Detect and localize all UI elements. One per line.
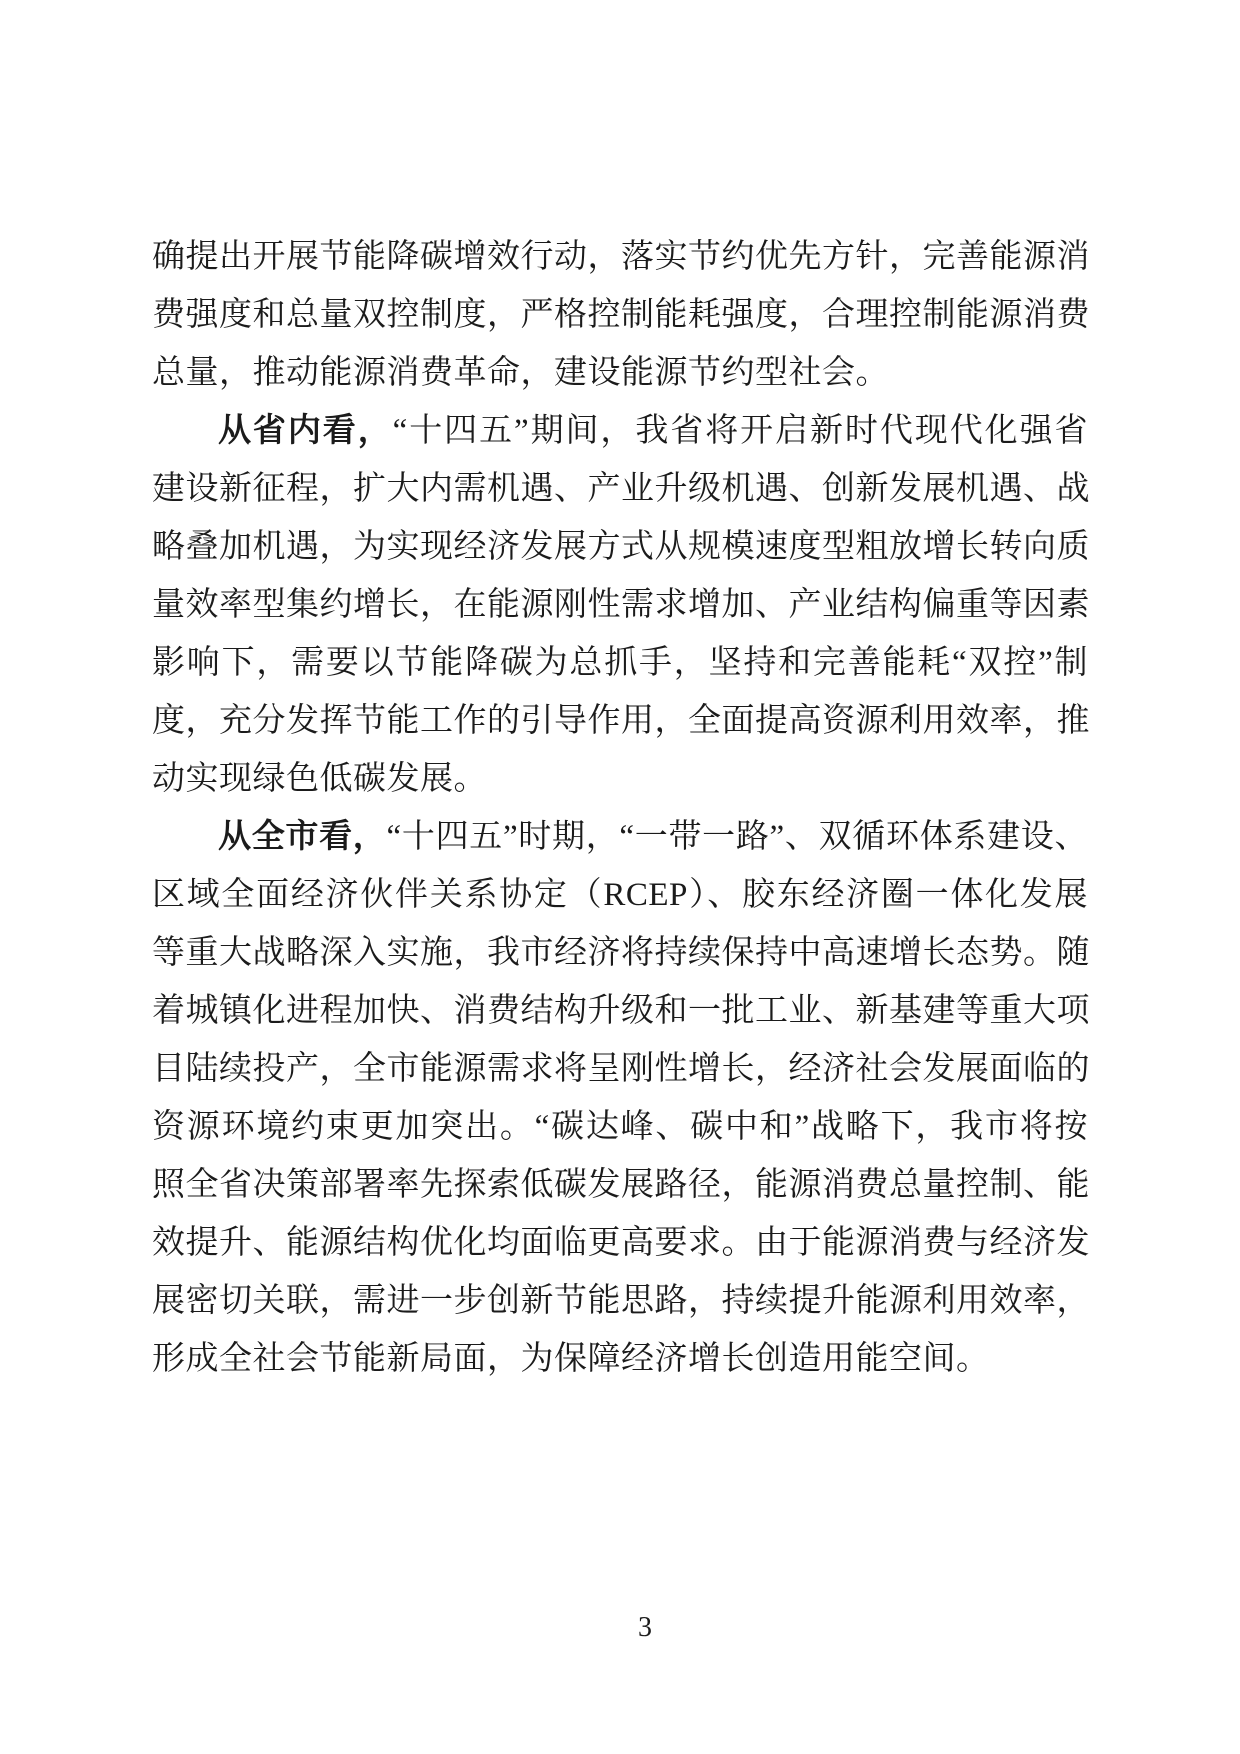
text-line: 动实现绿色低碳发展。 <box>152 761 487 797</box>
text-line: 照全省决策部署率先探索低碳发展路径，能源消费总量控制、能 <box>152 1167 1090 1203</box>
text-line: 资源环境约束更加突出。“碳达峰、碳中和”战略下，我市将按 <box>152 1109 1088 1145</box>
text-line: 着城镇化进程加快、消费结构升级和一批工业、新基建等重大项 <box>152 993 1090 1029</box>
paragraph-lead: 从全市看， <box>218 819 387 855</box>
text-line <box>152 402 1088 460</box>
text-line: 建设新征程，扩大内需机遇、产业升级机遇、创新发展机遇、战 <box>152 471 1090 507</box>
text-line: 影响下，需要以节能降碳为总抓手，坚持和完善能耗“双控”制 <box>152 645 1088 681</box>
text-line: 确提出开展节能降碳增效行动，落实节约优先方针，完善能源消 <box>152 239 1090 275</box>
text-line: 量效率型集约增长，在能源刚性需求增加、产业结构偏重等因素 <box>152 587 1090 623</box>
page-number: 3 <box>638 1612 652 1643</box>
text-line: 度，充分发挥节能工作的引导作用，全面提高资源利用效率，推 <box>152 703 1090 739</box>
text-line: 等重大战略深入实施，我市经济将持续保持中高速增长态势。随 <box>152 935 1090 971</box>
text-line: 效提升、能源结构优化均面临更高要求。由于能源消费与经济发 <box>152 1225 1090 1261</box>
paragraph-lead: 从省内看， <box>218 413 393 449</box>
text-line: 总量，推动能源消费革命，建设能源节约型社会。 <box>152 355 889 391</box>
paragraph-first-line: “十四五”时期，“一带一路”、双循环体系建设、 <box>386 819 1089 855</box>
paragraph-first-line: “十四五”期间，我省将开启新时代现代化强省 <box>392 413 1088 449</box>
text-line: 展密切关联，需进一步创新节能思路，持续提升能源利用效率， <box>152 1283 1090 1319</box>
text-line: 区域全面经济伙伴关系协定（RCEP）、胶东经济圈一体化发展 <box>152 877 1088 913</box>
text-line: 略叠加机遇，为实现经济发展方式从规模速度型粗放增长转向质 <box>152 529 1090 565</box>
body-text <box>152 228 1088 1388</box>
text-line: 费强度和总量双控制度，严格控制能耗强度，合理控制能源消费 <box>152 297 1090 333</box>
text-line <box>152 808 1088 866</box>
text-line: 目陆续投产，全市能源需求将呈刚性增长，经济社会发展面临的 <box>152 1051 1090 1087</box>
text-line: 形成全社会节能新局面，为保障经济增长创造用能空间。 <box>152 1341 990 1377</box>
